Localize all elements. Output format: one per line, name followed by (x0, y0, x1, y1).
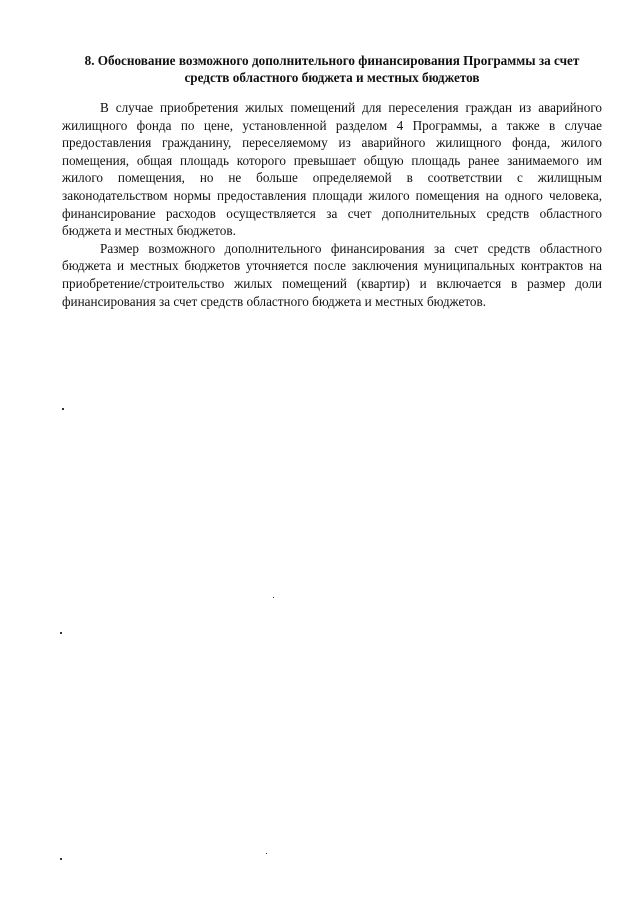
scan-speck (273, 597, 274, 598)
section-body (62, 99, 602, 310)
section-heading-line-2: средств областного бюджета и местных бюджетов (184, 70, 480, 85)
paragraph-1: В случае приобретения жилых помещений для переселения граждан из аварийного жилищного фонда по цене, установленной разделом 4 Программы, а также в случае предоставления гражданину, переселяемому из аварийного жилищного фонда, жилого помещения, общая площадь которого превышает общую площадь ранее занимаемого им жилого помещения, но не больше определяемой в соответствии с жилищным законодательством нормы предоставления площади жилого помещения на одного человека, финансирование расходов осуществляется за счет дополнительных средств областного бюджета и местных бюджетов. (62, 100, 602, 239)
paragraph-2: Размер возможного дополнительного финансирования за счет средств областного бюджета и местных бюджетов уточняется после заключения муниципальных контрактов на приобретение/строительство жилых помещений (квартир) и включается в размер доли финансирования за счет средств областного бюджета и местных бюджетов. (62, 240, 602, 309)
scan-speck (62, 408, 64, 410)
scan-speck (60, 858, 62, 860)
scan-speck (60, 632, 62, 634)
section-heading-line-1: 8. Обоснование возможного дополнительного финансирования Программы за счет (84, 53, 580, 68)
section-heading (62, 52, 602, 86)
scan-speck (266, 853, 267, 854)
